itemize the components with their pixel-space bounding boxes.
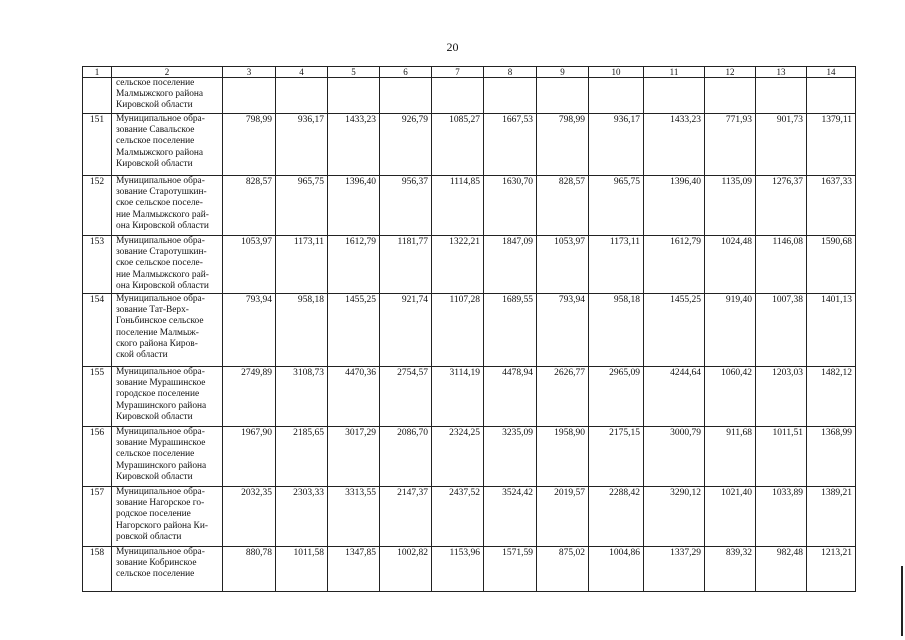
column-header: 9 (537, 67, 589, 78)
municipality-name (112, 547, 223, 592)
value-cell: 1337,29 (644, 547, 705, 592)
value-cell: 1033,89 (756, 487, 807, 547)
name-line: зование Мурашинское (116, 438, 206, 449)
row-number: 158 (83, 547, 112, 592)
value-cell: 3290,12 (644, 487, 705, 547)
value-cell: 1002,82 (380, 547, 432, 592)
value-cell: 936,17 (589, 114, 644, 176)
value-cell: 2965,09 (589, 367, 644, 427)
name-line: зование Старотушкин- (116, 187, 207, 198)
value-cell: 956,37 (380, 176, 432, 236)
value-cell: 3017,29 (328, 427, 380, 487)
name-line: Муниципальное обра- (116, 176, 205, 186)
value-cell: 1612,79 (644, 236, 705, 294)
header-row (83, 67, 856, 78)
name-line: сельское поселение (116, 449, 195, 460)
value-cell: 965,75 (589, 176, 644, 236)
value-cell: 1630,70 (484, 176, 537, 236)
value-cell: 4478,94 (484, 367, 537, 427)
value-cell: 1011,51 (756, 427, 807, 487)
name-line: Малмыжского района (116, 147, 204, 158)
name-line: Малмыжского района (116, 89, 204, 100)
value-cell: 1024,48 (705, 236, 756, 294)
value-cell (705, 78, 756, 114)
table-row (83, 487, 856, 547)
name-line: городское поселение (116, 389, 200, 400)
row-number: 156 (83, 427, 112, 487)
name-line: зование Тат-Верх- (116, 305, 189, 316)
municipality-name (112, 294, 223, 367)
value-cell: 958,18 (276, 294, 328, 367)
value-cell: 1060,42 (705, 367, 756, 427)
value-cell: 1146,08 (756, 236, 807, 294)
value-cell: 1173,11 (276, 236, 328, 294)
value-cell: 1181,77 (380, 236, 432, 294)
name-line: ровской области (116, 531, 182, 542)
value-cell: 982,48 (756, 547, 807, 592)
name-line: ское сельское поселе- (116, 198, 203, 209)
value-cell: 798,99 (537, 114, 589, 176)
value-cell: 936,17 (276, 114, 328, 176)
value-cell: 1482,12 (807, 367, 856, 427)
name-line: ское сельское поселе- (116, 258, 203, 269)
value-cell: 2749,89 (223, 367, 276, 427)
value-cell: 1004,86 (589, 547, 644, 592)
value-cell: 2437,52 (432, 487, 484, 547)
name-line: Муниципальное обра- (116, 236, 205, 246)
scan-edge-mark (901, 566, 903, 636)
name-line: она Кировской области (116, 280, 209, 291)
column-header: 13 (756, 67, 807, 78)
value-cell: 839,32 (705, 547, 756, 592)
value-cell: 1389,21 (807, 487, 856, 547)
value-cell: 1173,11 (589, 236, 644, 294)
name-line: зование Савальское (116, 125, 195, 136)
value-cell: 1276,37 (756, 176, 807, 236)
name-line: зование Кобринское (116, 558, 197, 569)
value-cell: 793,94 (537, 294, 589, 367)
value-cell: 1433,23 (328, 114, 380, 176)
value-cell (589, 78, 644, 114)
value-cell: 1612,79 (328, 236, 380, 294)
value-cell: 1455,25 (644, 294, 705, 367)
name-line: родское поселение (116, 509, 191, 520)
row-number: 152 (83, 176, 112, 236)
column-header: 2 (112, 67, 223, 78)
value-cell: 1637,33 (807, 176, 856, 236)
value-cell: 3235,09 (484, 427, 537, 487)
name-line: Муниципальное обра- (116, 367, 205, 377)
column-header: 12 (705, 67, 756, 78)
name-line: поселение Малмыж- (116, 327, 199, 338)
value-cell: 1153,96 (432, 547, 484, 592)
name-line: ской области (116, 350, 168, 361)
name-line: Кировской области (116, 158, 193, 169)
name-line: она Кировской области (116, 220, 209, 231)
name-line: Нагорского района Ки- (116, 520, 208, 531)
value-cell: 901,73 (756, 114, 807, 176)
value-cell: 911,68 (705, 427, 756, 487)
value-cell: 1135,09 (705, 176, 756, 236)
name-line: Кировской области (116, 411, 193, 422)
row-number: 154 (83, 294, 112, 367)
value-cell (807, 78, 856, 114)
name-line: сельское поселение (116, 569, 195, 580)
column-header: 6 (380, 67, 432, 78)
name-line: зование Мурашинское (116, 378, 206, 389)
value-cell: 1011,58 (276, 547, 328, 592)
value-cell: 2147,37 (380, 487, 432, 547)
name-line: сельское поселение (116, 78, 195, 88)
value-cell: 880,78 (223, 547, 276, 592)
column-header: 3 (223, 67, 276, 78)
row-number: 153 (83, 236, 112, 294)
value-cell: 1689,55 (484, 294, 537, 367)
value-cell: 921,74 (380, 294, 432, 367)
municipality-name (112, 487, 223, 547)
table-row (83, 236, 856, 294)
table-row (83, 114, 856, 176)
name-line: сельское поселение (116, 136, 195, 147)
value-cell: 3108,73 (276, 367, 328, 427)
value-cell: 1958,90 (537, 427, 589, 487)
municipality-name (112, 114, 223, 176)
name-line: Кировской области (116, 100, 193, 111)
table-row (83, 547, 856, 592)
name-line: Мурашинского района (116, 400, 207, 411)
value-cell (432, 78, 484, 114)
value-cell: 1107,28 (432, 294, 484, 367)
value-cell (537, 78, 589, 114)
value-cell: 1114,85 (432, 176, 484, 236)
value-cell: 926,79 (380, 114, 432, 176)
value-cell: 1322,21 (432, 236, 484, 294)
value-cell: 3114,19 (432, 367, 484, 427)
name-line: Муниципальное обра- (116, 294, 205, 304)
name-line: Муниципальное обра- (116, 114, 205, 124)
name-line: ние Малмыжского рай- (116, 269, 209, 280)
value-cell: 1590,68 (807, 236, 856, 294)
name-line: ского района Киров- (116, 338, 198, 349)
value-cell: 1433,23 (644, 114, 705, 176)
value-cell (328, 78, 380, 114)
value-cell (484, 78, 537, 114)
value-cell: 2019,57 (537, 487, 589, 547)
value-cell (223, 78, 276, 114)
column-header: 1 (83, 67, 112, 78)
municipality-name (112, 427, 223, 487)
name-line: Муниципальное обра- (116, 427, 205, 437)
row-number (83, 78, 112, 114)
value-cell: 798,99 (223, 114, 276, 176)
value-cell: 1667,53 (484, 114, 537, 176)
value-cell: 965,75 (276, 176, 328, 236)
value-cell: 4470,36 (328, 367, 380, 427)
row-number: 151 (83, 114, 112, 176)
value-cell: 1053,97 (537, 236, 589, 294)
value-cell: 1847,09 (484, 236, 537, 294)
value-cell: 4244,64 (644, 367, 705, 427)
column-header: 8 (484, 67, 537, 78)
row-number: 155 (83, 367, 112, 427)
value-cell: 1085,27 (432, 114, 484, 176)
value-cell: 1053,97 (223, 236, 276, 294)
value-cell (380, 78, 432, 114)
row-number: 157 (83, 487, 112, 547)
value-cell: 771,93 (705, 114, 756, 176)
column-header: 5 (328, 67, 380, 78)
value-cell (756, 78, 807, 114)
value-cell: 2754,57 (380, 367, 432, 427)
column-header: 14 (807, 67, 856, 78)
value-cell: 958,18 (589, 294, 644, 367)
name-line: зование Старотушкин- (116, 247, 207, 258)
column-header: 7 (432, 67, 484, 78)
column-header: 4 (276, 67, 328, 78)
municipality-name (112, 176, 223, 236)
page-number: 20 (446, 40, 459, 54)
municipality-name (112, 78, 223, 114)
value-cell: 1379,11 (807, 114, 856, 176)
value-cell: 1401,13 (807, 294, 856, 367)
table-row (83, 176, 856, 236)
value-cell: 2032,35 (223, 487, 276, 547)
value-cell: 919,40 (705, 294, 756, 367)
value-cell: 1368,99 (807, 427, 856, 487)
value-cell: 828,57 (537, 176, 589, 236)
value-cell: 1455,25 (328, 294, 380, 367)
value-cell: 2303,33 (276, 487, 328, 547)
name-line: Муниципальное обра- (116, 547, 205, 557)
value-cell: 1396,40 (328, 176, 380, 236)
value-cell: 1203,03 (756, 367, 807, 427)
value-cell: 1396,40 (644, 176, 705, 236)
value-cell: 1213,21 (807, 547, 856, 592)
value-cell: 875,02 (537, 547, 589, 592)
value-cell: 3313,55 (328, 487, 380, 547)
value-cell: 2175,15 (589, 427, 644, 487)
name-line: ние Малмыжского рай- (116, 209, 209, 220)
continuation-row (83, 78, 856, 114)
value-cell: 1967,90 (223, 427, 276, 487)
value-cell: 828,57 (223, 176, 276, 236)
value-cell: 1007,38 (756, 294, 807, 367)
value-cell: 1347,85 (328, 547, 380, 592)
value-cell: 2185,65 (276, 427, 328, 487)
value-cell: 2086,70 (380, 427, 432, 487)
municipality-name (112, 367, 223, 427)
name-line: зование Нагорское го- (116, 498, 205, 509)
column-header: 11 (644, 67, 705, 78)
name-line: Мурашинского района (116, 460, 207, 471)
tariff-table (82, 66, 856, 592)
column-header: 10 (589, 67, 644, 78)
value-cell: 1021,40 (705, 487, 756, 547)
value-cell (644, 78, 705, 114)
table-row (83, 427, 856, 487)
table-body (83, 67, 856, 592)
name-line: Муниципальное обра- (116, 487, 205, 497)
name-line: Кировской области (116, 471, 193, 482)
municipality-name (112, 236, 223, 294)
table-row (83, 367, 856, 427)
value-cell: 2324,25 (432, 427, 484, 487)
table-row (83, 294, 856, 367)
value-cell: 2288,42 (589, 487, 644, 547)
value-cell: 3000,79 (644, 427, 705, 487)
value-cell: 793,94 (223, 294, 276, 367)
value-cell (276, 78, 328, 114)
value-cell: 3524,42 (484, 487, 537, 547)
name-line: Гоньбинское сельское (116, 316, 204, 327)
value-cell: 1571,59 (484, 547, 537, 592)
value-cell: 2626,77 (537, 367, 589, 427)
